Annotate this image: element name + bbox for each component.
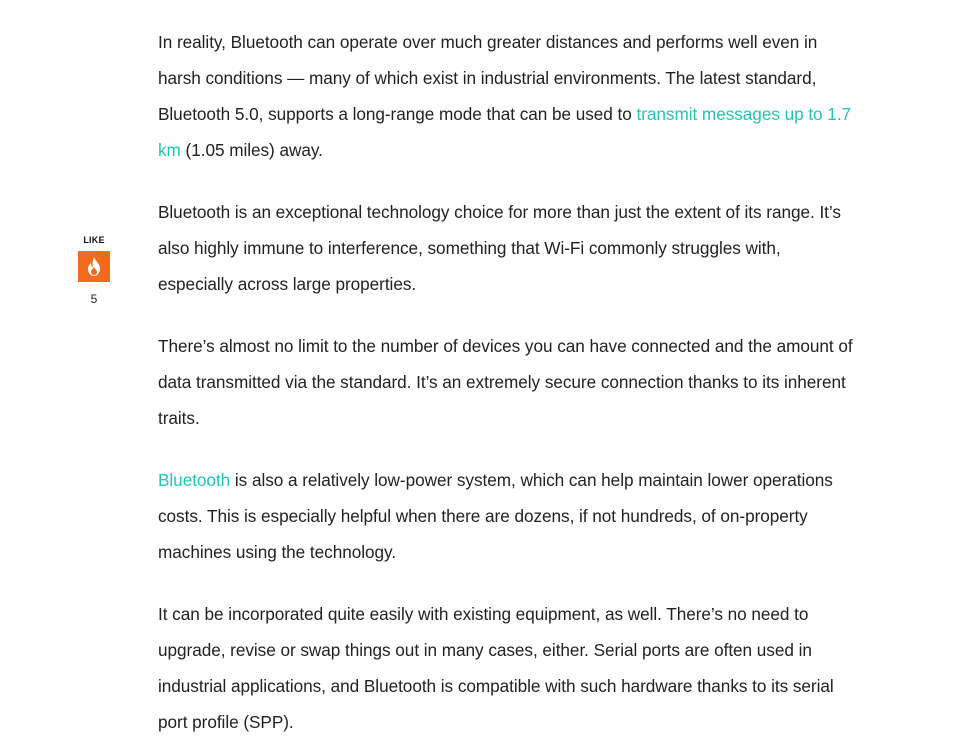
paragraph-text: is also a relatively low-power system, which can help maintain lower operations costs. This is especially helpful when there are dozens, if not hundreds, of on-property machines using the technology. xyxy=(158,470,833,562)
like-button[interactable] xyxy=(78,251,110,282)
article-paragraph: It can be incorporated quite easily with existing equipment, as well. There’s no need to upgrade, revise or swap things out in many cases, either. Serial ports are often used in industrial applications, and Bluetooth is compatible with such hardware thanks to its serial port profile (SPP). xyxy=(158,604,834,732)
like-widget xyxy=(74,235,114,306)
like-label: LIKE xyxy=(83,235,105,245)
article-paragraph xyxy=(158,24,853,168)
article-paragraph: Bluetooth is an exceptional technology choice for more than just the extent of its range. It’s also highly immune to interference, something that Wi-Fi commonly struggles with, especially across large properties. xyxy=(158,202,841,294)
article-body xyxy=(158,24,853,751)
paragraph-text: (1.05 miles) away. xyxy=(180,140,323,160)
like-count: 5 xyxy=(90,292,98,306)
flame-icon xyxy=(86,257,102,276)
range-link[interactable]: transmit messages up to 1.7 km xyxy=(158,104,852,160)
article-paragraph xyxy=(158,462,853,570)
paragraph-text: In reality, Bluetooth can operate over much greater distances and performs well even in harsh conditions — many of which exist in industrial environments. The latest standard, Bluetooth 5.0, supports a long-range mode that can be used to xyxy=(158,32,818,124)
bluetooth-link[interactable]: Bluetooth xyxy=(158,470,231,490)
article-paragraph: There’s almost no limit to the number of devices you can have connected and the amount of data transmitted via the standard. It’s an extremely secure connection thanks to its inherent traits. xyxy=(158,336,853,428)
